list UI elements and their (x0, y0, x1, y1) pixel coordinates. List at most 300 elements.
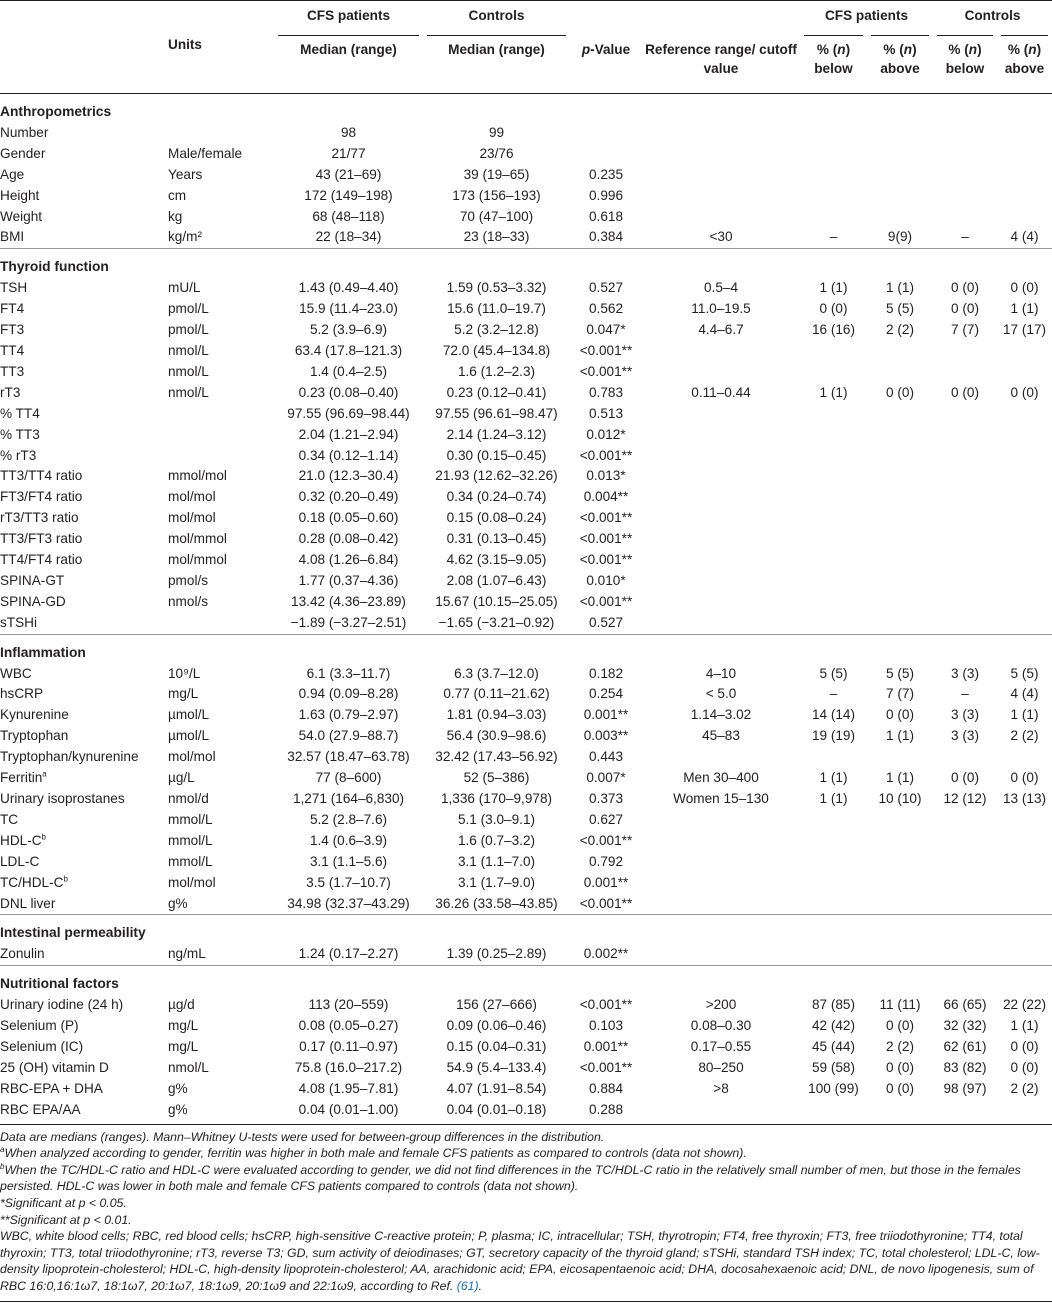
cell-cfs-below (800, 425, 867, 446)
cell-units: nmol/s (168, 593, 209, 609)
cell-variable: TT4/FT4 ratio (0, 552, 83, 568)
cell-controls-below (933, 144, 997, 165)
cell-cfs-below: 14 (14) (811, 707, 856, 723)
cell-p-value: 0.443 (588, 749, 624, 765)
cell-reference (642, 747, 800, 768)
cell-variable: TT3/FT3 ratio (0, 531, 83, 547)
header-cfs-below: % (n) below (800, 31, 867, 94)
table-row (0, 571, 1052, 592)
cell-reference (642, 944, 800, 965)
cell-controls-below: 83 (82) (943, 1059, 987, 1075)
cell-controls-below (933, 944, 997, 965)
table-row (0, 123, 1052, 144)
cell-cfs-above (867, 165, 933, 186)
cell-p-value: 0.010* (586, 572, 626, 588)
cell-controls-above (997, 466, 1052, 487)
cell-controls-median: 2.14 (1.24–3.12) (446, 426, 547, 442)
cell-cfs-above: 1 (1) (886, 280, 914, 296)
cell-units: mol/mol (168, 510, 216, 526)
cell-cfs-above (867, 1100, 933, 1124)
cell-cfs-above (867, 487, 933, 508)
cell-cfs-above (867, 613, 933, 634)
cell-controls-median: 156 (27–666) (456, 997, 537, 1013)
cell-controls-median: 0.15 (0.04–0.31) (446, 1038, 547, 1054)
cell-variable: rT3/TT3 ratio (0, 510, 79, 526)
cell-controls-median: 21.93 (12.62–32.26) (435, 468, 558, 484)
cell-cfs-above (867, 341, 933, 362)
cell-controls-below (933, 207, 997, 228)
cell-p-value: 0.001** (583, 707, 629, 723)
cell-cfs-below (800, 810, 867, 831)
table-row (0, 894, 1052, 915)
cell-cfs-median: 1.77 (0.37–4.36) (298, 572, 399, 588)
cell-controls-below (933, 747, 997, 768)
cell-controls-above: 13 (13) (1002, 791, 1047, 806)
cell-cfs-median: 75.8 (16.0–217.2) (294, 1059, 403, 1075)
cell-units: mmol/mol (168, 468, 227, 484)
cell-units: kg/m² (168, 229, 202, 245)
cell-p-value: 0.013* (586, 468, 626, 484)
cell-units: g% (168, 1100, 274, 1124)
cell-units: mol/mmol (168, 552, 227, 568)
cell-cfs-above: 5 (5) (886, 301, 914, 317)
cell-controls-below (933, 466, 997, 487)
cell-units: µg/d (168, 997, 195, 1013)
cell-controls-median: 70 (47–100) (459, 208, 534, 224)
table-header (0, 1, 1052, 94)
cell-reference: 4.4–6.7 (698, 322, 744, 338)
header-reference: Reference range/ cutoff value (642, 31, 800, 94)
header-units: Units (168, 31, 274, 94)
cell-controls-below: – (961, 229, 969, 245)
cell-controls-median: 1.81 (0.94–3.03) (446, 707, 547, 723)
cell-cfs-median: 98 (340, 124, 357, 140)
cell-variable: 25 (OH) vitamin D (0, 1059, 109, 1075)
cell-reference (642, 550, 800, 571)
table-row (0, 789, 1052, 810)
cell-reference (642, 341, 800, 362)
cell-controls-median: 4.62 (3.15–9.05) (446, 552, 547, 568)
table-row (0, 995, 1052, 1016)
cell-variable: Kynurenine (0, 707, 69, 723)
cell-p-value: 0.527 (588, 614, 624, 630)
cell-cfs-median: 0.23 (0.08–0.40) (298, 384, 399, 400)
cell-cfs-median: 0.34 (0.12–1.14) (298, 447, 399, 463)
cell-cfs-median: 3.1 (1.1–5.6) (309, 853, 388, 869)
section-title: Inflammation (0, 634, 1052, 663)
table-row (0, 165, 1052, 186)
cell-cfs-below: 59 (58) (811, 1059, 856, 1075)
cell-units: mg/L (168, 686, 199, 702)
cell-reference: < 5.0 (705, 686, 737, 702)
cell-cfs-above (867, 529, 933, 550)
cell-controls-above: 1 (1) (1010, 707, 1039, 723)
cell-controls-below (933, 831, 997, 852)
cell-controls-below: 0 (0) (951, 280, 979, 296)
cell-controls-above (997, 508, 1052, 529)
cell-cfs-median: 1.43 (0.49–4.40) (298, 280, 399, 296)
cell-cfs-median: 1.4 (0.4–2.5) (309, 363, 388, 379)
cell-p-value: <0.001** (579, 531, 633, 547)
cell-cfs-above (867, 571, 933, 592)
cell-cfs-above (867, 852, 933, 873)
section-header (0, 94, 1052, 123)
cell-variable: % TT3 (0, 426, 40, 442)
cell-units (168, 425, 274, 446)
section-header (0, 915, 1052, 944)
table-row (0, 144, 1052, 165)
cell-cfs-below: 1 (1) (819, 384, 848, 400)
cell-controls-median: 0.09 (0.06–0.46) (446, 1018, 547, 1034)
cell-units: pmol/L (168, 322, 209, 338)
cell-variable: sTSHi (0, 614, 38, 630)
cell-cfs-below (800, 446, 867, 467)
cell-p-value: 0.047* (586, 322, 626, 338)
cell-controls-above: 0 (0) (1010, 770, 1039, 786)
cell-controls-above (997, 186, 1052, 207)
cell-controls-median: 52 (5–386) (463, 770, 530, 786)
cell-units: g% (168, 895, 188, 911)
cell-variable: Tryptophan (0, 728, 69, 744)
header-controls-above: % (n) above (997, 31, 1052, 94)
cell-controls-median: 1,336 (170–9,978) (440, 791, 553, 806)
reference-link[interactable]: (61) (456, 1278, 479, 1293)
cell-reference (642, 810, 800, 831)
table-row (0, 362, 1052, 383)
cell-cfs-below (800, 592, 867, 613)
cell-controls-median: 54.9 (5.4–133.4) (446, 1059, 547, 1075)
cell-controls-median: 56.4 (30.9–98.6) (446, 728, 547, 744)
cell-cfs-median: 0.94 (0.09–8.28) (298, 686, 399, 702)
table-row (0, 592, 1052, 613)
header-median-controls: Median (range) (423, 31, 570, 94)
cell-reference: >200 (705, 997, 737, 1013)
cell-cfs-below: 1 (1) (819, 770, 848, 786)
cell-cfs-median: 21/77 (331, 145, 366, 161)
cell-units: mol/mol (168, 489, 216, 505)
cell-p-value: 0.001** (583, 874, 629, 890)
cell-reference: 0.17–0.55 (690, 1038, 752, 1054)
cell-controls-below (933, 341, 997, 362)
cell-cfs-above (867, 123, 933, 144)
cell-controls-below: 3 (3) (951, 728, 979, 744)
cell-controls-above (997, 362, 1052, 383)
cell-controls-above (997, 894, 1052, 915)
cell-controls-above: 0 (0) (1010, 1059, 1039, 1075)
cell-controls-median: 99 (488, 124, 505, 140)
cell-cfs-above (867, 425, 933, 446)
table-row (0, 278, 1052, 299)
cell-controls-above (997, 613, 1052, 634)
cell-controls-median: 0.31 (0.13–0.45) (446, 531, 547, 547)
table-row (0, 684, 1052, 705)
table-row (0, 1016, 1052, 1037)
cell-cfs-median: 54.0 (27.9–88.7) (298, 728, 399, 744)
cell-controls-below: 62 (61) (943, 1038, 987, 1054)
cell-units: mol/mol (168, 749, 216, 765)
cell-variable: Ferritin$^a$ (0, 769, 47, 786)
cell-controls-above (997, 550, 1052, 571)
cell-units: mmol/L (168, 811, 213, 827)
cell-cfs-below (800, 165, 867, 186)
cell-cfs-median: 43 (21–69) (315, 166, 382, 182)
cell-cfs-median: 97.55 (96.69–98.44) (287, 405, 410, 421)
cell-controls-below: 66 (65) (943, 997, 987, 1013)
cell-p-value: 0.288 (570, 1100, 642, 1124)
cell-cfs-below: 45 (44) (811, 1038, 856, 1054)
cell-controls-above (997, 747, 1052, 768)
header-pvalue: p-Value (570, 31, 642, 94)
cell-controls-above (997, 852, 1052, 873)
cell-controls-median: 5.1 (3.0–9.1) (457, 811, 536, 827)
cell-reference: Women 15–130 (673, 791, 769, 806)
cell-variable: % TT4 (0, 405, 40, 421)
cell-cfs-below (800, 123, 867, 144)
cell-units: kg (168, 208, 183, 224)
cell-p-value: 0.103 (588, 1018, 624, 1034)
cell-controls-below (933, 613, 997, 634)
cell-reference: 0.5–4 (703, 280, 739, 296)
table-row (0, 207, 1052, 228)
cell-p-value: <0.001** (579, 510, 633, 526)
table-row (0, 613, 1052, 634)
cell-units: mg/L (168, 1038, 199, 1054)
table-row (0, 320, 1052, 341)
cell-controls-above: 4 (4) (1010, 686, 1039, 702)
cell-reference (642, 873, 800, 894)
cell-p-value (570, 144, 642, 165)
cell-units: mol/mol (168, 874, 216, 890)
header-controls: Controls (423, 1, 570, 32)
cell-reference (642, 446, 800, 467)
cell-cfs-above (867, 186, 933, 207)
cell-p-value: <0.001** (579, 552, 633, 568)
cell-units: µmol/L (168, 728, 210, 744)
cell-reference: 45–83 (702, 728, 740, 744)
footnote-sig-05: *Significant at p < 0.05. (0, 1195, 127, 1210)
table-row (0, 873, 1052, 894)
cell-reference (642, 466, 800, 487)
cell-cfs-below (800, 1100, 867, 1124)
cell-cfs-below (800, 341, 867, 362)
cell-controls-median: 15.6 (11.0–19.7) (447, 301, 546, 317)
cell-variable: HDL-$C^b$ (0, 832, 46, 848)
cell-units: cm (168, 187, 187, 203)
header-cfs-above: % (n) above (867, 31, 933, 94)
cell-controls-below: – (961, 686, 969, 702)
table-row (0, 852, 1052, 873)
cell-cfs-below (800, 571, 867, 592)
cell-cfs-above: 5 (5) (886, 665, 914, 681)
cell-variable: TSH (0, 280, 28, 296)
cell-p-value: 0.004** (583, 489, 629, 505)
cell-controls-below (933, 425, 997, 446)
cell-cfs-above (867, 747, 933, 768)
cell-variable: BMI (0, 229, 25, 245)
cell-cfs-median: 4.08 (1.95–7.81) (298, 1080, 399, 1096)
cell-controls-below: 32 (32) (943, 1018, 987, 1034)
cell-controls-above: 17 (17) (1002, 322, 1047, 338)
cell-controls-median: 36.26 (33.58–43.85) (435, 895, 558, 911)
table-row (0, 810, 1052, 831)
cell-controls-below (933, 852, 997, 873)
cell-controls-below: 0 (0) (951, 384, 979, 400)
cell-cfs-above: 9(9) (887, 229, 913, 245)
cell-cfs-above: 2 (2) (886, 1038, 914, 1054)
cell-cfs-median: 77 (8–600) (315, 770, 382, 786)
table-row (0, 1058, 1052, 1079)
cell-controls-median: 1.6 (1.2–2.3) (457, 363, 536, 379)
table-row (0, 186, 1052, 207)
cell-reference (642, 425, 800, 446)
cell-cfs-median: 0.18 (0.05–0.60) (298, 510, 399, 526)
cell-reference (642, 123, 800, 144)
cell-controls-below (933, 592, 997, 613)
section-title: Thyroid function (0, 249, 1052, 278)
cell-p-value: 0.884 (588, 1080, 624, 1096)
cell-cfs-above (867, 446, 933, 467)
cell-cfs-median: 63.4 (17.8–121.3) (294, 342, 403, 358)
section-header (0, 249, 1052, 278)
cell-cfs-above: 0 (0) (886, 1080, 914, 1096)
cell-cfs-median: 113 (20–559) (308, 997, 389, 1013)
cell-controls-above (997, 487, 1052, 508)
table-row (0, 747, 1052, 768)
cell-units: pmol/s (168, 572, 209, 588)
table-row (0, 1100, 1052, 1124)
cell-controls-above (997, 404, 1052, 425)
cell-cfs-median: 1.24 (0.17–2.27) (298, 946, 399, 962)
cell-cfs-median: 1,271 (164–6,830) (292, 791, 405, 806)
cell-controls-above (997, 446, 1052, 467)
cell-cfs-below: 19 (19) (811, 728, 856, 744)
cell-reference (642, 571, 800, 592)
cell-cfs-above (867, 873, 933, 894)
cell-variable: Number (0, 124, 49, 140)
cell-controls-median: 0.34 (0.24–0.74) (446, 489, 547, 505)
cell-controls-median: 1.59 (0.53–3.32) (446, 280, 547, 296)
cell-variable: FT3 (0, 322, 25, 338)
cell-cfs-below (800, 550, 867, 571)
cell-p-value: <0.001** (579, 832, 633, 848)
cell-units: mU/L (168, 280, 201, 296)
cell-variable: Urinary iodine (24 h) (0, 997, 124, 1013)
cell-controls-above: 2 (2) (1010, 1080, 1039, 1096)
cell-variable: RBC-EPA + DHA (0, 1080, 103, 1096)
cell-units (168, 404, 274, 425)
cell-reference (642, 613, 800, 634)
cell-controls-below (933, 810, 997, 831)
cell-controls-above (997, 810, 1052, 831)
table-row (0, 425, 1052, 446)
table-row (0, 550, 1052, 571)
cell-controls-above (997, 425, 1052, 446)
table-row (0, 487, 1052, 508)
cell-p-value: 0.235 (588, 166, 624, 182)
cell-p-value: 0.384 (588, 229, 624, 245)
section-title: Nutritional factors (0, 966, 1052, 995)
cell-controls-median: 4.07 (1.91–8.54) (446, 1080, 547, 1096)
cell-controls-median: 1.6 (0.7–3.2) (457, 832, 536, 848)
cell-units: nmol/L (168, 363, 209, 379)
cell-p-value: <0.001** (579, 593, 633, 609)
cell-p-value: 0.003** (583, 728, 629, 744)
cell-controls-below: 7 (7) (951, 322, 979, 338)
cell-cfs-above: 0 (0) (886, 707, 914, 723)
cell-units: mg/L (168, 1018, 199, 1034)
header-cfs-patients-pct: CFS patients (800, 1, 933, 32)
cell-reference: >8 (713, 1080, 729, 1096)
cell-cfs-median: 0.28 (0.08–0.42) (298, 531, 399, 547)
cell-reference: 0.11–0.44 (691, 384, 751, 400)
cell-cfs-below: – (829, 229, 838, 245)
cell-units: nmol/L (168, 1059, 209, 1075)
cell-reference: <30 (709, 229, 733, 245)
cell-cfs-below (800, 144, 867, 165)
footnote-b: $^b$When the TC/HDL-C ratio and HDL-C were evaluated according to gender, we did not find differences in the TC/HDL-C ratio in the relatively small number of men, but those in the females persisted. HDL-C was lower in both male and female CFS patients compared to controls (data not shown). (0, 1161, 1021, 1194)
cell-cfs-below: 5 (5) (819, 665, 848, 681)
cell-cfs-below (800, 894, 867, 915)
cell-cfs-below (800, 362, 867, 383)
cell-cfs-below: 0 (0) (819, 301, 848, 317)
header-cfs-patients: CFS patients (274, 1, 423, 32)
cell-controls-median: 3.1 (1.1–7.0) (457, 853, 536, 869)
cell-cfs-above: 0 (0) (886, 1059, 914, 1075)
table-row (0, 446, 1052, 467)
table-row (0, 404, 1052, 425)
cell-units: nmol/d (168, 791, 209, 806)
cell-controls-median: 39 (19–65) (463, 166, 530, 182)
cell-units: Male/female (168, 145, 243, 161)
cell-reference (642, 186, 800, 207)
cell-p-value: 0.001** (583, 1038, 629, 1054)
cell-units: mmol/L (168, 853, 213, 869)
cell-variable: SPINA-GT (0, 572, 65, 588)
cell-cfs-median: 1.63 (0.79–2.97) (298, 707, 399, 723)
cell-cfs-above: 1 (1) (886, 770, 914, 786)
table-row (0, 1037, 1052, 1058)
cell-controls-below (933, 529, 997, 550)
cell-units: ng/mL (168, 946, 206, 962)
cell-cfs-median: 68 (48–118) (312, 208, 385, 224)
table-row (0, 227, 1052, 248)
section-header (0, 634, 1052, 663)
cell-units: g% (168, 1080, 188, 1096)
cell-cfs-below (800, 613, 867, 634)
cell-p-value: 0.527 (588, 280, 624, 296)
table-body (0, 94, 1052, 1125)
section-header (0, 966, 1052, 995)
cell-controls-median: 0.15 (0.08–0.24) (446, 510, 547, 526)
table-row (0, 726, 1052, 747)
cell-reference (642, 404, 800, 425)
cell-cfs-median: 1.4 (0.6–3.9) (309, 832, 388, 848)
cell-cfs-below: 1 (1) (819, 280, 848, 296)
cell-cfs-median: 6.1 (3.3–11.7) (306, 665, 391, 681)
cell-controls-below (933, 571, 997, 592)
cell-reference (642, 852, 800, 873)
cell-reference (642, 207, 800, 228)
cell-cfs-above (867, 404, 933, 425)
cell-cfs-below (800, 873, 867, 894)
table-row (0, 705, 1052, 726)
cell-p-value: 0.618 (588, 208, 624, 224)
cell-units (168, 446, 274, 467)
cell-variable: Selenium (P) (0, 1018, 79, 1034)
cell-controls-median: 5.2 (3.2–12.8) (454, 322, 539, 338)
cell-cfs-median: 0.17 (0.11–0.97) (299, 1038, 398, 1054)
cell-controls-below (933, 508, 997, 529)
